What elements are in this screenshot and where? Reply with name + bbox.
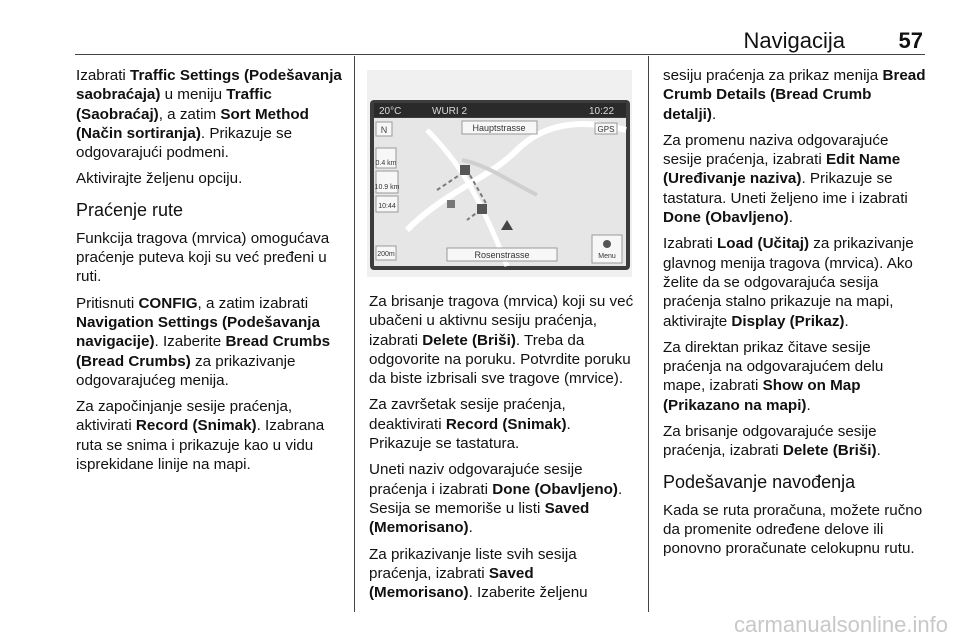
column-right <box>663 66 928 566</box>
road-label-top: Hauptstrasse <box>472 123 526 133</box>
text-run: Funkcija tragova (mrvica) omogućava praćenje puteva koji su već pređeni u ruti. <box>76 229 330 286</box>
text-run: Za završetak sesije praćenja, deaktivirati <box>369 396 566 433</box>
paragraph <box>76 66 342 162</box>
text-run: Uneti naziv odgovarajuće sesije praćenja i izabrati <box>369 461 583 498</box>
ui-term: Record (Snimak) <box>135 417 257 435</box>
time-label: 10:22 <box>589 106 615 117</box>
ui-term: Done (Obavljeno) <box>663 209 789 227</box>
ui-term: Record (Snimak) <box>445 415 567 433</box>
watermark: carmanualsonline.info <box>733 612 948 637</box>
ui-term: Delete (Briši) <box>782 442 877 460</box>
ui-term: Done (Obavljeno) <box>492 480 618 498</box>
column-divider-1 <box>354 56 355 612</box>
section-heading: Praćenje rute <box>76 199 184 220</box>
text-run: Kada se ruta proračuna, možete ručno da promenite određene delove ili ponovno proračunate celokupnu rutu. <box>663 501 923 558</box>
ui-term: Bread Crumb Details (Bread Crumb detalji) <box>663 67 926 123</box>
ui-term: Traffic (Saobraćaj) <box>76 86 272 123</box>
paragraph <box>369 545 635 603</box>
text-run: Za brisanje tragova (mrvica) koji su već ubačeni u aktivnu sesiju praćenja, izabrati <box>369 293 634 349</box>
text-run: . <box>468 519 473 537</box>
ui-term: Saved (Memorisano) <box>369 564 534 602</box>
text-run: . Sesija se memoriše u listi <box>369 480 623 517</box>
text-run: za prikazivanje glavnog menija tragova (mrvica). Ako želite da se odgovarajuća sesija praćenja stalno prikazuje na mapi, aktivirajte <box>663 235 914 330</box>
text-run: . Prikazuje se tastatura. Uneti željeno ime i izabrati <box>663 170 908 207</box>
ui-term: Traffic Settings (Podešavanja saobraćaja) <box>76 67 342 104</box>
ui-term: CONFIG <box>138 294 198 312</box>
text-run: Izabrati <box>663 235 718 253</box>
text-run: . Izabrana ruta se snima i prikazuje kao u vidu isprekidane linije na mapi. <box>76 417 325 474</box>
text-run: . <box>876 442 881 460</box>
text-run: sesiju praćenja za prikaz menija <box>663 67 883 84</box>
navigation-screen-figure <box>367 70 632 277</box>
column-divider-2 <box>648 56 649 612</box>
ui-term: Display (Prikaz) <box>731 312 845 330</box>
text-run: . Izaberite željenu <box>468 584 588 602</box>
poi-icon <box>447 200 455 208</box>
text-run: . Prikazuje se tastatura. <box>369 415 571 453</box>
text-run: Izabrati <box>76 67 131 84</box>
paragraph <box>663 234 928 330</box>
text-run: Za započinjanje sesije praćenja, aktivirati <box>76 398 293 435</box>
text-run: Za prikazivanje liste svih sesija praćenja, izabrati <box>369 545 577 582</box>
page-number: 57 <box>898 28 923 53</box>
ui-term: Edit Name (Uređivanje naziva) <box>663 151 901 188</box>
section-heading: Podešavanje navođenja <box>663 471 856 492</box>
column-middle <box>369 292 635 609</box>
paragraph <box>76 229 342 287</box>
next-turn-distance: 0.4 km <box>375 160 397 167</box>
text-run: Za direktan prikaz čitave sesije praćenja na odgovarajućem delu mape, izabrati <box>663 338 884 395</box>
ui-term: Navigation Settings (Podešavanja navigacije) <box>76 313 320 351</box>
column-left <box>76 66 342 481</box>
header-rule <box>75 54 925 55</box>
menu-label: Menu <box>598 253 616 260</box>
paragraph <box>76 294 342 390</box>
arrival-time: 10:44 <box>378 203 396 210</box>
ui-term: Saved (Memorisano) <box>369 499 590 537</box>
poi-icon <box>460 165 470 175</box>
gps-label: GPS <box>597 125 615 134</box>
poi-icon <box>477 204 487 214</box>
text-run: Za brisanje odgovarajuće sesije praćenja, izabrati <box>663 423 877 460</box>
text-run: . Treba da odgovorite na poruku. Potvrdite poruku da biste izbrisali sve tragove (mrvice). <box>369 331 631 388</box>
paragraph <box>369 292 635 388</box>
paragraph <box>369 460 635 537</box>
temperature-label: 20°C <box>379 106 402 117</box>
paragraph <box>663 66 928 124</box>
road-label-bottom: Rosenstrasse <box>474 250 530 260</box>
compass-icon[interactable]: N <box>380 125 388 135</box>
ui-term: Bread Crumbs (Bread Crumbs) <box>76 333 331 370</box>
map-scale: 200m <box>377 251 395 258</box>
text-run: , a zatim <box>158 105 221 123</box>
page-header <box>75 28 925 52</box>
paragraph <box>76 169 342 188</box>
text-run: . Izaberite <box>154 333 226 351</box>
ui-term: Delete (Briši) <box>422 331 516 349</box>
paragraph <box>663 422 928 461</box>
ui-term: Sort Method (Način sortiranja) <box>76 105 309 142</box>
menu-icon <box>603 240 611 248</box>
text-run: . <box>788 209 793 227</box>
text-run: Pritisnuti <box>76 294 139 312</box>
text-run: . <box>711 105 717 123</box>
text-run: , a zatim izabrati <box>197 294 309 312</box>
text-run: . <box>844 312 849 330</box>
text-run: . <box>806 396 811 414</box>
paragraph <box>663 338 928 415</box>
section-title: Navigacija <box>743 28 845 53</box>
text-run: u meniju <box>160 86 227 104</box>
text-run: . Prikazuje se odgovarajući podmeni. <box>76 124 293 162</box>
paragraph <box>76 397 342 474</box>
ui-term: Show on Map (Prikazano na mapi) <box>663 377 861 414</box>
ui-term: Load (Učitaj) <box>717 235 810 253</box>
current-street-label: WURI 2 <box>432 106 467 117</box>
text-run: Za promenu naziva odgovarajuće sesije praćenja, izabrati <box>663 131 889 169</box>
paragraph <box>663 131 928 227</box>
text-run: Aktivirajte željenu opciju. <box>76 170 243 188</box>
text-run: za prikazivanje odgovarajućeg menija. <box>76 352 296 389</box>
paragraph <box>663 501 928 559</box>
paragraph <box>369 395 635 453</box>
remaining-distance: 10.9 km <box>374 184 400 191</box>
